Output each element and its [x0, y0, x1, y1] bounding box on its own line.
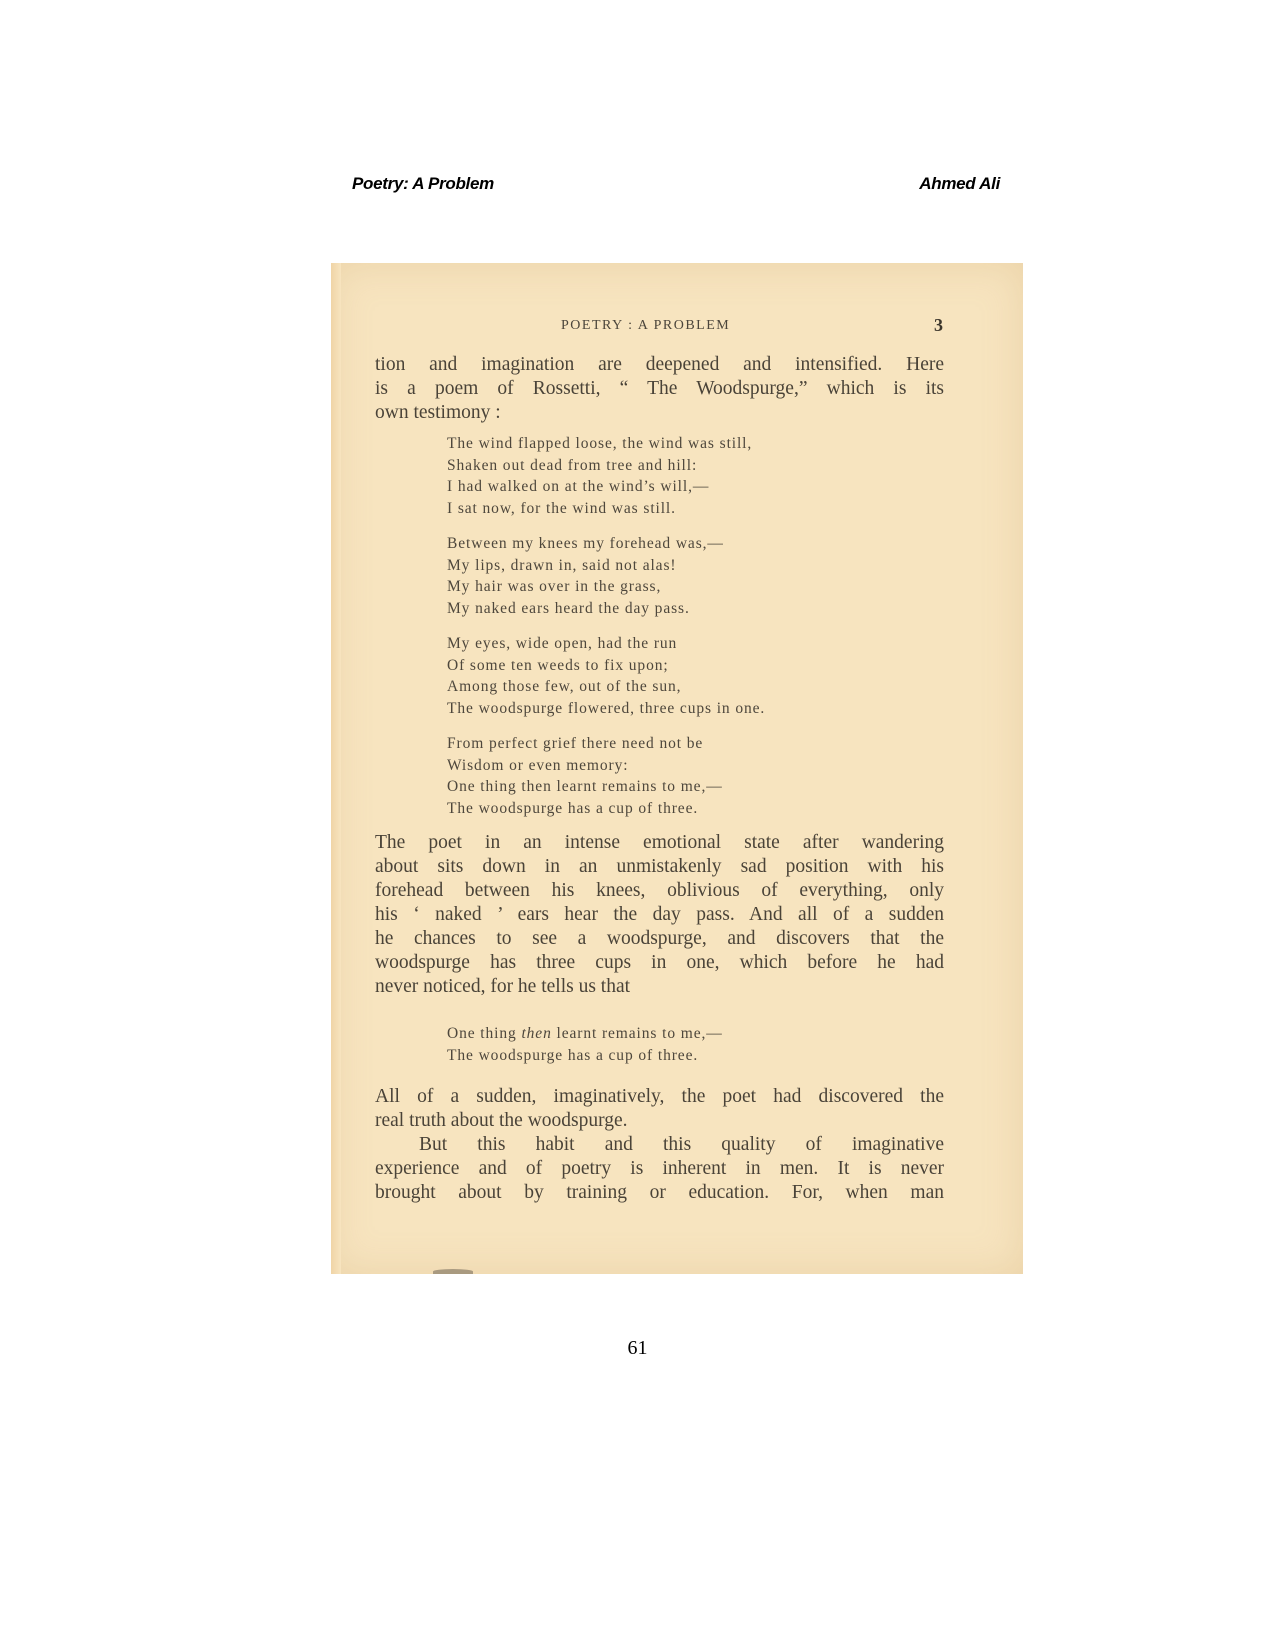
poem-stanza-1 — [447, 433, 765, 519]
poem-line: From perfect grief there need not be — [447, 735, 704, 752]
poem-woodspurge — [447, 433, 765, 833]
quote-text: One thing — [447, 1025, 522, 1042]
poem-line: My eyes, wide open, had the run — [447, 635, 678, 652]
running-header-author: Ahmed Ali — [919, 174, 1000, 193]
text-line: woodspurge has three cups in one, which before he had — [375, 952, 944, 973]
book-page-header — [331, 315, 1023, 338]
text-line: never noticed, for he tells us that — [375, 976, 631, 997]
poem-line: My naked ears heard the day pass. — [447, 599, 690, 617]
poem-line: The wind flapped loose, the wind was still, — [447, 435, 753, 452]
text-line: he chances to see a woodspurge, and discovers that the — [375, 928, 944, 949]
text-line: real truth about the woodspurge. — [375, 1110, 628, 1131]
paragraph-analysis — [375, 831, 944, 999]
text-line: about sits down in an unmistakenly sad position with his — [375, 856, 944, 877]
poem-stanza-3 — [447, 633, 765, 719]
poem-line: The woodspurge has a cup of three. — [447, 1046, 699, 1064]
page-edge-shadow — [331, 263, 341, 1274]
book-page-number: 3 — [934, 315, 943, 335]
text-line: forehead between his knees, oblivious of everything, only — [375, 880, 944, 901]
poem-line: My hair was over in the grass, — [447, 578, 662, 595]
poem-line: My lips, drawn in, said not alas! — [447, 556, 677, 574]
poem-line: The woodspurge has a cup of three. — [447, 799, 699, 817]
text-line: brought about by training or education. For, when man — [375, 1182, 944, 1203]
quote-emphasis: then — [521, 1025, 552, 1042]
poem-line: One thing then learnt remains to me,— — [447, 778, 723, 795]
paragraph-conclusion — [375, 1085, 944, 1205]
text-line: All of a sudden, imaginatively, the poet had discovered the — [375, 1086, 944, 1107]
poem-line: Of some ten weeds to fix upon; — [447, 656, 669, 674]
poem-line: Wisdom or even memory: — [447, 756, 629, 774]
running-header-title: Poetry: A Problem — [352, 174, 494, 193]
poem-line: I sat now, for the wind was still. — [447, 499, 676, 517]
text-line: experience and of poetry is inherent in men. It is never — [375, 1158, 944, 1179]
poem-stanza-4 — [447, 733, 765, 819]
poem-line: Among those few, out of the sun, — [447, 678, 682, 695]
text-line: The poet in an intense emotional state after wandering — [375, 832, 944, 853]
poem-line: The woodspurge flowered, three cups in one. — [447, 699, 766, 717]
poem-line: Shaken out dead from tree and hill: — [447, 456, 698, 474]
quote-text: learnt remains to me,— — [551, 1025, 723, 1042]
text-line: is a poem of Rossetti, “ The Woodspurge,” which is its — [375, 378, 944, 399]
text-line: his ‘ naked ’ ears hear the day pass. And all of a sudden — [375, 904, 944, 925]
quoted-stanza — [447, 1023, 723, 1066]
page-smudge — [433, 1269, 473, 1274]
paragraph-intro — [375, 353, 944, 425]
text-line: own testimony : — [375, 402, 501, 423]
poem-stanza-2 — [447, 533, 765, 619]
page-number: 61 — [627, 1337, 648, 1359]
poem-line — [447, 1023, 723, 1045]
poem-line: Between my knees my forehead was,— — [447, 535, 724, 552]
scanned-book-page — [331, 263, 1023, 1274]
text-line: tion and imagination are deepened and intensified. Here — [375, 354, 944, 375]
poem-quotation — [447, 1023, 723, 1080]
text-line: But this habit and this quality of imaginative — [419, 1134, 944, 1155]
poem-line: I had walked on at the wind’s will,— — [447, 478, 710, 495]
book-header-title: POETRY : A PROBLEM — [561, 318, 731, 333]
